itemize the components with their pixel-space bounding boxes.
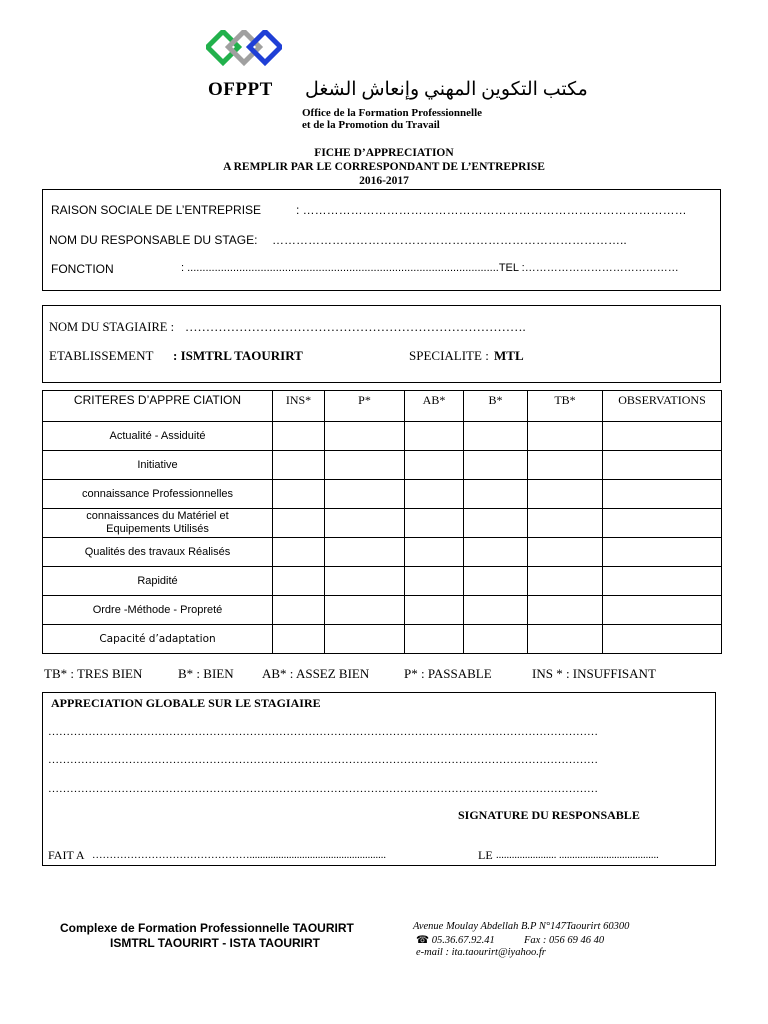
rating-cell[interactable] [528,422,603,451]
phone-icon: ☎ [416,935,430,946]
rating-cell[interactable] [273,567,325,596]
footer-complex: Complexe de Formation Professionnelle TAOURIRT [60,921,354,935]
header-tb: TB* [528,391,603,422]
rating-cell[interactable] [273,451,325,480]
table-row [43,422,722,451]
rating-cell[interactable] [325,480,405,509]
legend-b: B* : BIEN [178,666,234,681]
observation-cell[interactable] [603,480,722,509]
table-row [43,451,722,480]
org-arabic-name: مكتب التكوين المهني وإنعاش الشغل [305,79,588,100]
rating-cell[interactable] [325,625,405,654]
rating-cell[interactable] [528,509,603,538]
rating-cell[interactable] [528,451,603,480]
table-row [43,596,722,625]
signature-label: SIGNATURE DU RESPONSABLE [458,808,640,822]
footer-phone: 05.36.67.92.41 [431,935,495,946]
rating-cell[interactable] [464,509,528,538]
office-line-1: Office de la Formation Professionnelle [302,107,483,119]
fait-a-field[interactable]: ……………………………………….................................................... [92,850,386,861]
appreciation-line-1[interactable]: …………………………………………………………………………………………………………………………………… [48,726,598,738]
criterion-label: Initiative [43,451,273,480]
rating-cell[interactable] [325,509,405,538]
criterion-label: Capacité d’adaptation [43,625,273,654]
appreciation-line-2[interactable]: …………………………………………………………………………………………………………………………………… [48,754,598,766]
footer-email: e-mail : ita.taourirt@iyahoo.fr [416,947,546,958]
rating-cell[interactable] [464,480,528,509]
rating-cell[interactable] [405,451,464,480]
rating-cell[interactable] [405,567,464,596]
header-p: P* [325,391,405,422]
criterion-label: Rapidité [43,567,273,596]
rating-cell[interactable] [405,596,464,625]
fonction-tel-field[interactable]: : ......................................................................................................TEL :…………………………………… [181,262,679,274]
rating-cell[interactable] [273,538,325,567]
rating-cell[interactable] [464,567,528,596]
table-row [43,625,722,654]
header-ins: INS* [273,391,325,422]
etablissement-value: : ISMTRL TAOURIRT [173,348,303,363]
observation-cell[interactable] [603,538,722,567]
table-row [43,538,722,567]
rating-cell[interactable] [464,451,528,480]
rating-cell[interactable] [528,480,603,509]
legend-ab: AB* : ASSEZ BIEN [262,666,370,681]
rating-cell[interactable] [464,422,528,451]
table-row [43,509,722,538]
date-label: LE [478,848,493,862]
footer-institutes: ISMTRL TAOURIRT - ISTA TAOURIRT [110,936,320,950]
criterion-label: connaissances du Matériel et Equipements Utilisés [43,509,273,538]
stagiaire-name-field[interactable]: ………………………………………………………………………. [185,320,526,334]
criterion-label: Qualités des travaux Réalisés [43,538,273,567]
legend-ins: INS * : INSUFFISANT [532,666,656,681]
rating-cell[interactable] [325,596,405,625]
rating-cell[interactable] [325,451,405,480]
rating-cell[interactable] [464,596,528,625]
rating-cell[interactable] [273,596,325,625]
observation-cell[interactable] [603,596,722,625]
rating-cell[interactable] [464,625,528,654]
specialite-label: SPECIALITE : [409,348,489,363]
criterion-label: connaissance Professionnelles [43,480,273,509]
table-row [43,480,722,509]
criteria-table [42,390,722,654]
header-b: B* [464,391,528,422]
rating-cell[interactable] [405,480,464,509]
rating-cell[interactable] [325,422,405,451]
table-row [43,567,722,596]
office-line-2: et de la Promotion du Travail [302,119,440,131]
legend-p: P* : PASSABLE [404,666,492,681]
stagiaire-name-label: NOM DU STAGIAIRE : [49,320,175,334]
legend-tb: TB* : TRES BIEN [44,666,143,681]
footer-phone-row [416,934,604,946]
responsable-field[interactable]: …………………………………………………………………………….. [272,233,627,247]
rating-cell[interactable] [273,480,325,509]
raison-sociale-label: RAISON SOCIALE DE L’ENTREPRISE [51,203,262,217]
rating-cell[interactable] [528,538,603,567]
appreciation-title: APPRECIATION GLOBALE SUR LE STAGIAIRE [51,696,321,710]
criterion-label: Actualité - Assiduité [43,422,273,451]
office-name [302,107,482,131]
specialite-value: MTL [494,348,524,363]
observation-cell[interactable] [603,451,722,480]
ofppt-logo [206,30,282,70]
rating-cell[interactable] [528,625,603,654]
observation-cell[interactable] [603,509,722,538]
rating-cell[interactable] [273,509,325,538]
rating-cell[interactable] [273,422,325,451]
etablissement-label: ETABLISSEMENT [49,348,154,363]
org-acronym: OFPPT [208,79,273,100]
rating-cell[interactable] [325,538,405,567]
criteria-header-row [43,391,722,422]
rating-cell[interactable] [464,538,528,567]
header-ab: AB* [405,391,464,422]
observation-cell[interactable] [603,567,722,596]
form-year: 2016-2017 [359,175,409,187]
rating-cell[interactable] [528,567,603,596]
rating-cell[interactable] [405,509,464,538]
fonction-label: FONCTION [51,262,114,276]
footer-address: Avenue Moulay Abdellah B.P N°147Taourirt 60300 [413,921,630,932]
observation-cell[interactable] [603,625,722,654]
rating-cell[interactable] [528,596,603,625]
footer-fax: Fax : 056 69 46 40 [523,935,605,946]
form-subtitle: A REMPLIR PAR LE CORRESPONDANT DE L’ENTREPRISE [223,161,545,173]
rating-cell[interactable] [325,567,405,596]
appreciation-line-3[interactable]: …………………………………………………………………………………………………………………………………… [48,783,598,795]
header-observations: OBSERVATIONS [603,391,722,422]
observation-cell[interactable] [603,422,722,451]
rating-cell[interactable] [405,422,464,451]
form-title: FICHE D’APPRECIATION [314,147,454,159]
stagiaire-section [42,305,721,383]
rating-cell[interactable] [405,625,464,654]
responsable-label: NOM DU RESPONSABLE DU STAGE: [49,233,258,247]
date-field[interactable]: ....................... ...................................... [496,850,659,861]
raison-sociale-field[interactable]: : …………………………………………………………………………………… [296,203,687,217]
rating-cell[interactable] [273,625,325,654]
header-criteres: CRITERES D’APPRE CIATION [43,391,273,422]
criterion-label: Ordre -Méthode - Propreté [43,596,273,625]
fait-a-label: FAIT A [48,848,85,862]
rating-cell[interactable] [405,538,464,567]
appreciation-section [42,692,716,866]
